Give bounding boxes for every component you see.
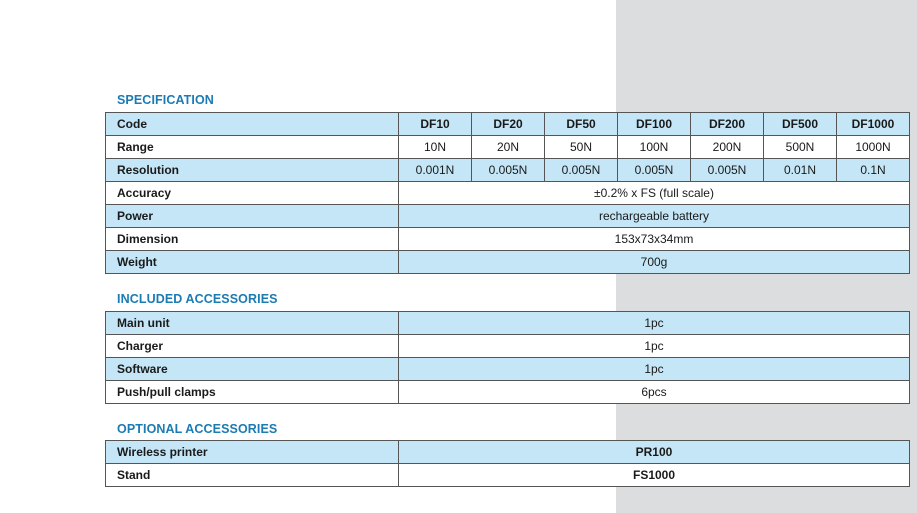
range-cell: 50N <box>545 136 618 159</box>
accessory-quantity: 1pc <box>399 358 910 381</box>
range-cell: 1000N <box>837 136 910 159</box>
weight-label: Weight <box>106 251 399 274</box>
accuracy-label: Accuracy <box>106 182 399 205</box>
range-cell: 100N <box>618 136 691 159</box>
range-cell: 500N <box>764 136 837 159</box>
accessory-quantity: 1pc <box>399 335 910 358</box>
code-cell: DF10 <box>399 113 472 136</box>
accessory-label: Software <box>106 358 399 381</box>
code-cell: DF1000 <box>837 113 910 136</box>
resolution-cell: 0.005N <box>618 159 691 182</box>
power-value: rechargeable battery <box>399 205 910 228</box>
optional-accessories-title: OPTIONAL ACCESSORIES <box>117 422 278 436</box>
accessory-label: Push/pull clamps <box>106 381 399 404</box>
accuracy-row <box>106 182 910 205</box>
resolution-label: Resolution <box>106 159 399 182</box>
accessory-label: Charger <box>106 335 399 358</box>
table-row <box>106 358 910 381</box>
table-row <box>106 312 910 335</box>
resolution-cell: 0.005N <box>691 159 764 182</box>
table-row <box>106 464 910 487</box>
optional-accessories-table <box>105 440 910 487</box>
accessory-label: Main unit <box>106 312 399 335</box>
included-accessories-table <box>105 311 910 404</box>
code-row <box>106 113 910 136</box>
table-row <box>106 381 910 404</box>
optional-label: Wireless printer <box>106 441 399 464</box>
range-label: Range <box>106 136 399 159</box>
code-cell: DF50 <box>545 113 618 136</box>
accuracy-value: ±0.2% x FS (full scale) <box>399 182 910 205</box>
range-cell: 10N <box>399 136 472 159</box>
resolution-cell: 0.001N <box>399 159 472 182</box>
weight-value: 700g <box>399 251 910 274</box>
range-cell: 200N <box>691 136 764 159</box>
resolution-row <box>106 159 910 182</box>
accessory-quantity: 1pc <box>399 312 910 335</box>
code-cell: DF500 <box>764 113 837 136</box>
power-label: Power <box>106 205 399 228</box>
code-label: Code <box>106 113 399 136</box>
code-cell: DF20 <box>472 113 545 136</box>
range-cell: 20N <box>472 136 545 159</box>
resolution-cell: 0.01N <box>764 159 837 182</box>
dimension-label: Dimension <box>106 228 399 251</box>
dimension-value: 153x73x34mm <box>399 228 910 251</box>
accessory-quantity: 6pcs <box>399 381 910 404</box>
optional-label: Stand <box>106 464 399 487</box>
code-cell: DF100 <box>618 113 691 136</box>
table-row <box>106 441 910 464</box>
resolution-cell: 0.1N <box>837 159 910 182</box>
optional-model: PR100 <box>399 441 910 464</box>
specification-table <box>105 112 910 274</box>
optional-model: FS1000 <box>399 464 910 487</box>
power-row <box>106 205 910 228</box>
resolution-cell: 0.005N <box>472 159 545 182</box>
table-row <box>106 335 910 358</box>
included-accessories-title: INCLUDED ACCESSORIES <box>117 292 278 306</box>
resolution-cell: 0.005N <box>545 159 618 182</box>
range-row <box>106 136 910 159</box>
specification-title: SPECIFICATION <box>117 93 214 107</box>
dimension-row <box>106 228 910 251</box>
weight-row <box>106 251 910 274</box>
code-cell: DF200 <box>691 113 764 136</box>
